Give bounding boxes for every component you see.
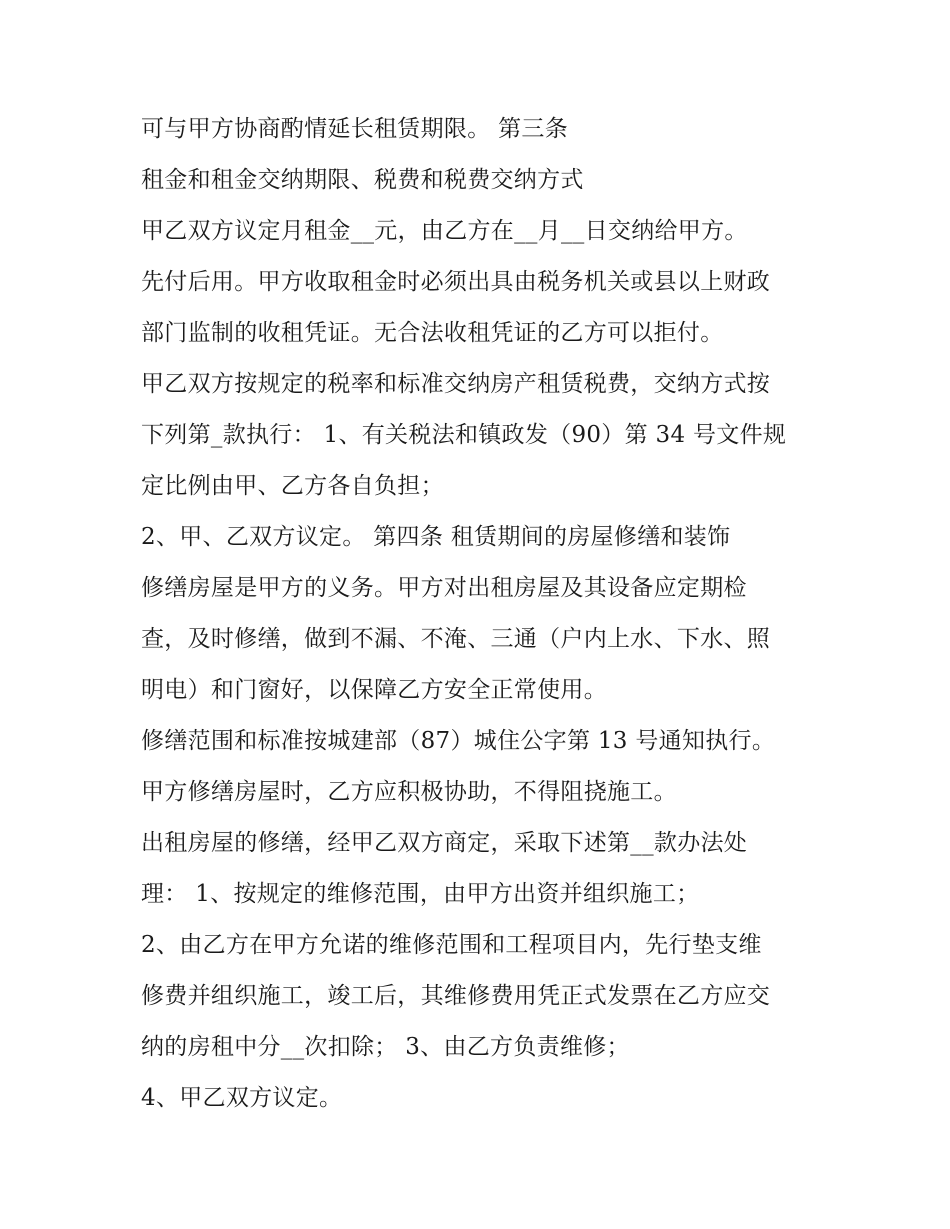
text-line: 理： 1、按规定的维修范围，由甲方出资并组织施工； [141,881,700,907]
text-line: 甲乙双方按规定的税率和标准交纳房产租赁税费，交纳方式按 [141,371,771,397]
text-line: 先付后用。甲方收取租金时必须出具由税务机关或县以上财政 [141,269,771,295]
text-line: 下列第_款执行： 1、有关税法和镇政发（90）第 34 号文件规 [141,422,787,448]
text-line: 4、甲乙双方议定。 [141,1085,343,1111]
text-line: 2、由乙方在甲方允诺的维修范围和工程项目内，先行垫支维 [141,932,762,958]
document-body [141,106,831,1126]
text-line: 查，及时修缮，做到不漏、不淹、三通（户内上水、下水、照 [141,626,771,652]
text-line: 2、甲、乙双方议定。 第四条 租赁期间的房屋修缮和装饰 [141,524,731,550]
text-line: 修缮范围和标准按城建部（87）城住公字第 13 号通知执行。 [141,728,776,754]
text-line: 部门监制的收租凭证。无合法收租凭证的乙方可以拒付。 [141,320,724,346]
text-line: 可与甲方协商酌情延长租赁期限。 第三条 [141,116,569,142]
text-line: 出租房屋的修缮，经甲乙双方商定，采取下述第__款办法处 [141,830,748,856]
text-line: 租金和租金交纳期限、税费和税费交纳方式 [141,167,584,193]
text-line: 定比例由甲、乙方各自负担； [141,473,444,499]
text-line: 纳的房租中分__次扣除； 3、由乙方负责维修； [141,1034,630,1060]
text-line: 修缮房屋是甲方的义务。甲方对出租房屋及其设备应定期检 [141,575,747,601]
text-line: 甲乙双方议定月租金__元，由乙方在__月__日交纳给甲方。 [141,218,748,244]
text-line: 明电）和门窗好，以保障乙方安全正常使用。 [141,677,607,703]
text-line: 甲方修缮房屋时，乙方应积极协助，不得阻挠施工。 [141,779,677,805]
text-line: 修费并组织施工，竣工后，其维修费用凭正式发票在乙方应交 [141,983,771,1009]
